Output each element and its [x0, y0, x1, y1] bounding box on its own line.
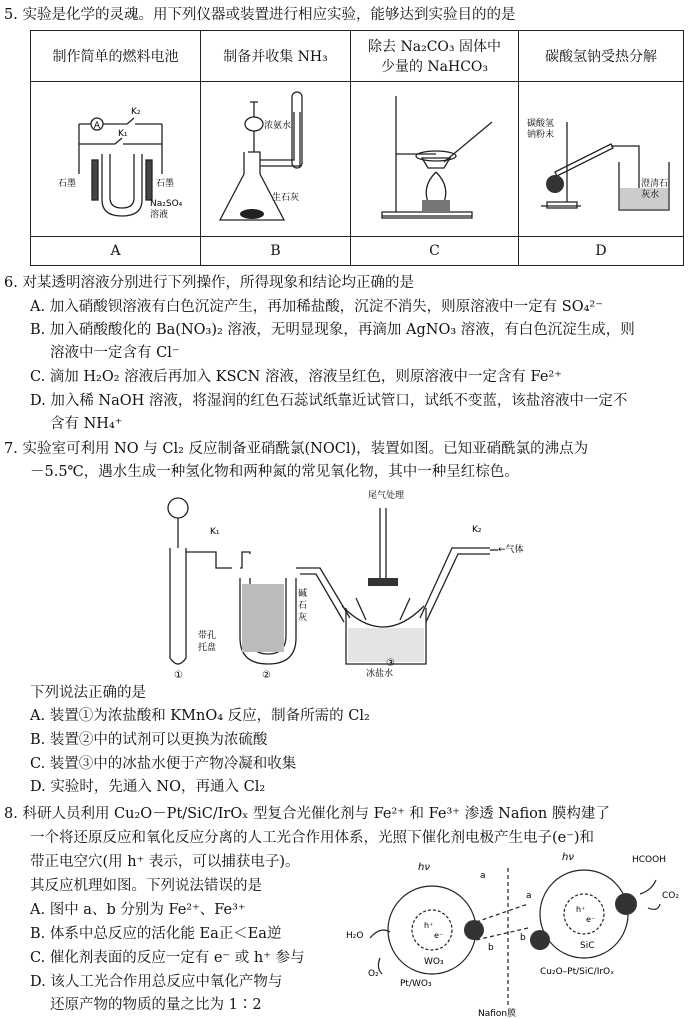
q5-header-c-1: 除去 Na₂CO₃ 固体中 — [368, 39, 501, 55]
device-2-label: ② — [262, 670, 271, 680]
q5-header-c — [351, 31, 519, 82]
soda-lime-label-2: 石 — [298, 601, 308, 611]
b-left-label: b — [488, 943, 494, 953]
q8-option-d-2: 还原产物的物质的量之比为 1∶2 — [50, 997, 262, 1013]
tail-gas-label: 尾气处理 — [368, 491, 405, 501]
sol-label-2: 溶液 — [149, 210, 168, 220]
b-right-label: b — [520, 933, 526, 943]
hv-left-label: hν — [418, 862, 430, 873]
q5-table — [30, 30, 684, 266]
a-left-label: a — [480, 871, 486, 881]
q6-option-b-1: B. 加入硝酸酸化的 Ba(NO₃)₂ 溶液，无明显现象，再滴加 AgNO₃ 溶液，有白色沉淀生成，则 — [30, 322, 635, 338]
graphite-right-label: 石墨 — [155, 179, 174, 189]
q8-option-a: A. 图中 a、b 分别为 Fe²⁺、Fe³⁺ — [30, 902, 246, 918]
tray-label-2: 托盘 — [198, 643, 217, 653]
k1-label: K₁ — [210, 527, 220, 537]
q5-header-a: 制作简单的燃料电池 — [31, 31, 201, 82]
tray-label-1: 带孔 — [198, 631, 217, 641]
hcooh-label: HCOOH — [632, 855, 666, 865]
gas-label: ←气体 — [498, 545, 524, 555]
limewater-label-2: 灰水 — [641, 190, 660, 200]
q6-option-c: C. 滴加 H₂O₂ 溶液后再加入 KSCN 溶液，溶液呈红色，则原溶液中一定含有 Fe²⁺ — [30, 369, 562, 385]
k1-label: K₁ — [117, 129, 128, 139]
q6-option-a: A. 加入硝酸钡溶液有白色沉淀产生，再加稀盐酸，沉淀不消失，则原溶液中一定有 SO₄²⁻ — [30, 299, 603, 315]
co2-label: CO₂ — [662, 891, 679, 901]
q5-label-d: D — [519, 237, 684, 266]
q8-stem-2: 一个将还原反应和氧化反应分离的人工光合作用体系，光照下催化剂电极产生电子(e⁻)和 — [30, 830, 595, 846]
q5-stem: 5. 实验是化学的灵魂。用下列仪器或装置进行相应实验，能够达到实验目的的是 — [4, 7, 516, 23]
sol-label-1: Na₂SO₄ — [149, 199, 182, 209]
q8-stem-1: 8. 科研人员利用 Cu₂O－Pt/SiC/IrOₓ 型复合光催化剂与 Fe²⁺ 和 Fe³⁺ 渗透 Nafion 膜构建了 — [4, 806, 610, 822]
quicklime-label: 生石灰 — [271, 193, 299, 203]
q5-fig-b — [201, 82, 351, 237]
sic-label: SiC — [580, 941, 595, 951]
conc-ammonia-label: 浓氨水 — [263, 121, 291, 131]
bicarb-label-1: 碳酸氢 — [527, 119, 555, 129]
graphite-left-label: 石墨 — [57, 179, 76, 189]
electron-left-label: e⁻ — [434, 931, 444, 940]
q7-option-d: D. 实验时，先通入 NO，再通入 Cl₂ — [30, 779, 266, 795]
q5-header-c-2: 少量的 NaHCO₃ — [380, 59, 489, 75]
device-3-label: ③ — [386, 658, 395, 669]
pt-wo3-label: Pt/WO₃ — [400, 979, 432, 989]
q6-stem: 6. 对某透明溶液分别进行下列操作，所得现象和结论均正确的是 — [4, 275, 414, 291]
q5-label-c: C — [351, 237, 519, 266]
q8-mechanism-diagram — [340, 848, 690, 1018]
q7-stem-1: 7. 实验室可利用 NO 与 Cl₂ 反应制备亚硝酰氯(NOCl)，装置如图。已知亚硝酰氯的沸点为 — [4, 441, 589, 457]
q5-fig-a — [31, 82, 201, 237]
soda-lime-label-3: 灰 — [298, 613, 308, 623]
q8-option-b: B. 体系中总反应的活化能 Ea正＜Ea逆 — [30, 926, 282, 942]
electron-right-label: e⁻ — [586, 915, 596, 924]
a-right-label: a — [526, 891, 532, 901]
o2-label: O₂ — [368, 969, 379, 979]
q5-label-b: B — [201, 237, 351, 266]
ice-salt-label: 冰盐水 — [366, 669, 394, 679]
limewater-label-1: 澄清石 — [641, 179, 669, 189]
q5-header-b: 制备并收集 NH₃ — [201, 31, 351, 82]
q7-option-a: A. 装置①为浓盐酸和 KMnO₄ 反应，制备所需的 Cl₂ — [30, 708, 370, 724]
hole-right-label: h⁺ — [576, 905, 586, 914]
q5-label-a: A — [31, 237, 201, 266]
q8-option-d-1: D. 该人工光合作用总反应中氧化产物与 — [30, 974, 283, 990]
q5-header-d: 碳酸氢钠受热分解 — [519, 31, 684, 82]
q5-fig-c — [351, 82, 519, 237]
q6-option-b-2: 溶液中一定含有 Cl⁻ — [50, 345, 180, 361]
q7-apparatus-diagram — [150, 488, 550, 680]
q8-stem-3: 带正电空穴(用 h⁺ 表示，可以捕获电子)。 — [30, 854, 300, 870]
k2-label: K₂ — [130, 107, 141, 117]
hv-right-label: hν — [562, 852, 574, 863]
q7-option-c: C. 装置③中的冰盐水便于产物冷凝和收集 — [30, 756, 297, 772]
nafion-label: Nafion膜 — [478, 1009, 517, 1018]
q5-fig-d — [519, 82, 684, 237]
q7-option-b: B. 装置②中的试剂可以更换为浓硫酸 — [30, 732, 268, 748]
catalyst-label: Cu₂O–Pt/SiC/IrOₓ — [540, 967, 615, 977]
q8-option-c: C. 催化剂表面的反应一定有 e⁻ 或 h⁺ 参与 — [30, 950, 305, 966]
ammeter-label: A — [93, 121, 100, 131]
h2o-label: H₂O — [346, 931, 364, 941]
hole-left-label: h⁺ — [424, 921, 434, 930]
q7-question: 下列说法正确的是 — [30, 685, 146, 701]
device-1-label: ① — [174, 670, 183, 680]
soda-lime-label-1: 碱 — [298, 589, 308, 599]
k2-label: K₂ — [472, 525, 482, 535]
q8-stem-4: 其反应机理如图。下列说法错误的是 — [30, 878, 262, 894]
wo3-label: WO₃ — [424, 957, 444, 967]
q6-option-d-2: 含有 NH₄⁺ — [50, 416, 123, 432]
q6-option-d-1: D. 加入稀 NaOH 溶液，将湿润的红色石蕊试纸靠近试管口，试纸不变蓝，该盐溶液中一定不 — [30, 393, 628, 409]
q7-stem-2: －5.5℃，遇水生成一种氢化物和两种氮的常见氧化物，其中一种呈红棕色。 — [30, 464, 519, 480]
bicarb-label-2: 钠粉末 — [527, 130, 555, 140]
